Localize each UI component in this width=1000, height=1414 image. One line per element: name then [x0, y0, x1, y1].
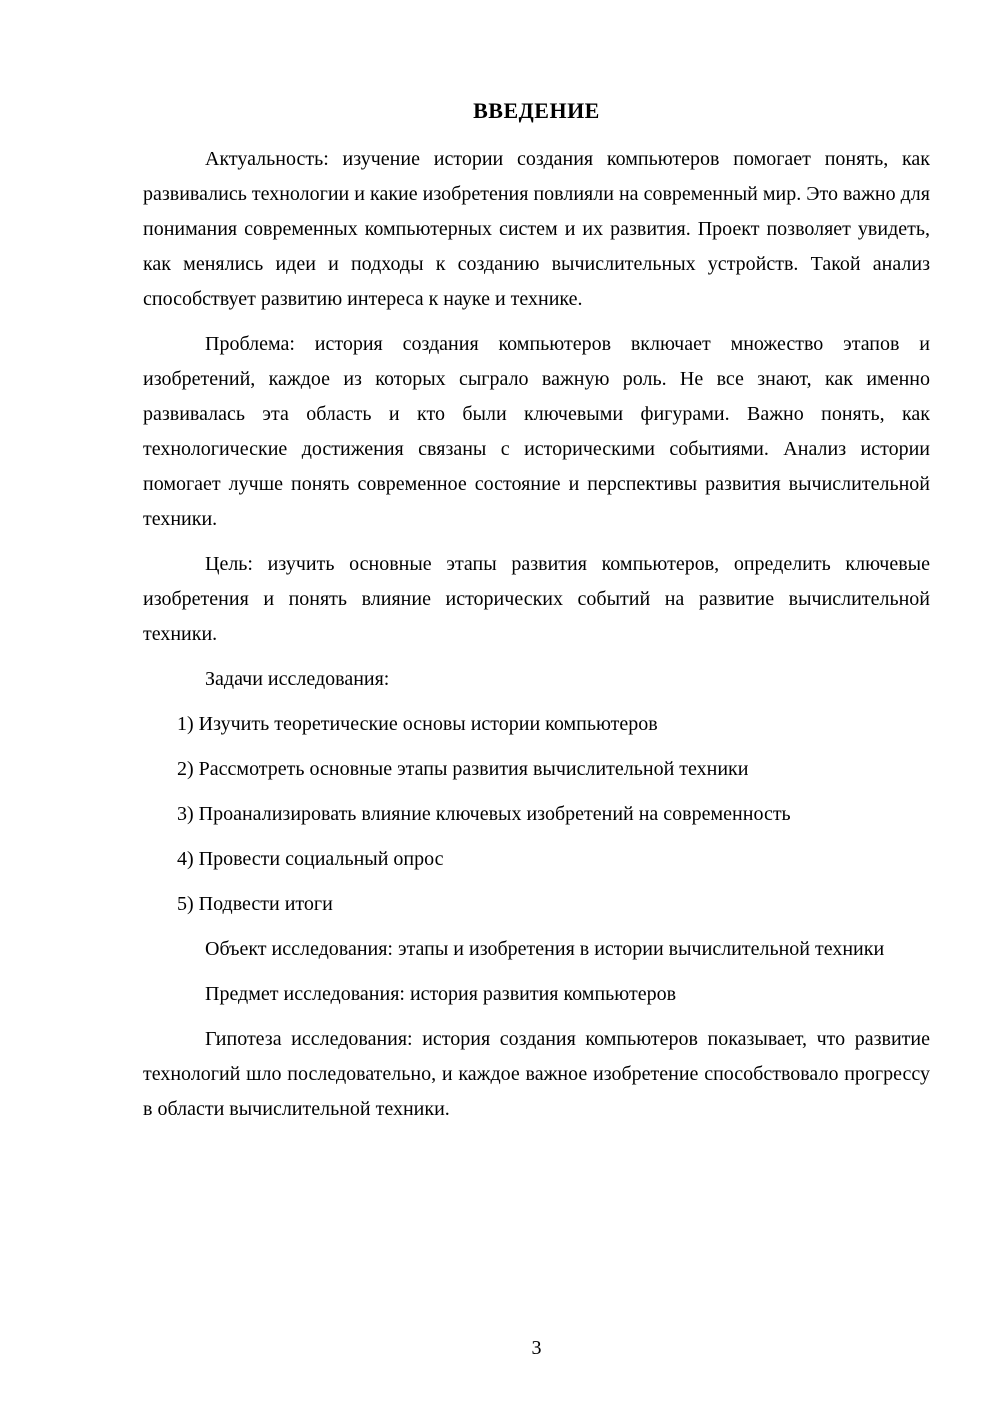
task-item-2: 2) Рассмотреть основные этапы развития вычислительной техники	[177, 758, 749, 780]
task-item-1: 1) Изучить теоретические основы истории компьютеров	[177, 713, 658, 735]
task-item-5: 5) Подвести итоги	[177, 893, 333, 915]
page-title: ВВЕДЕНИЕ	[473, 98, 600, 123]
paragraph-subject: Предмет исследования: история развития компьютеров	[205, 983, 677, 1005]
paragraph-hypothesis: Гипотеза исследования: история создания компьютеров показывает, что развитие технологий шло последовательно, и каждое важное изобретение способствовало прогрессу в области вычислительной техники.	[143, 1028, 930, 1120]
paragraph-object: Объект исследования: этапы и изобретения в истории вычислительной техники	[205, 938, 885, 960]
paragraph-goal: Цель: изучить основные этапы развития компьютеров, определить ключевые изобретения и понять влияние исторических событий на развитие вычислительной техники.	[143, 553, 930, 645]
paragraph-actuality: Актуальность: изучение истории создания компьютеров помогает понять, как развивались технологии и какие изобретения повлияли на современный мир. Это важно для понимания современных компьютерных систем и их развития. Проект позволяет увидеть, как менялись идеи и подходы к созданию вычислительных устройств. Такой анализ способствует развитию интереса к науке и технике.	[143, 148, 930, 310]
task-item-4: 4) Провести социальный опрос	[177, 848, 444, 870]
paragraph-problem: Проблема: история создания компьютеров включает множество этапов и изобретений, каждое из которых сыграло важную роль. Не все знают, как именно развивалась эта область и кто были ключевыми фигурами. Важно понять, как технологические достижения связаны с историческими событиями. Анализ истории помогает лучше понять современное состояние и перспективы развития вычислительной техники.	[143, 333, 930, 530]
task-item-3: 3) Проанализировать влияние ключевых изобретений на современность	[177, 803, 791, 825]
tasks-heading: Задачи исследования:	[205, 668, 390, 690]
page-number: 3	[531, 1337, 542, 1359]
